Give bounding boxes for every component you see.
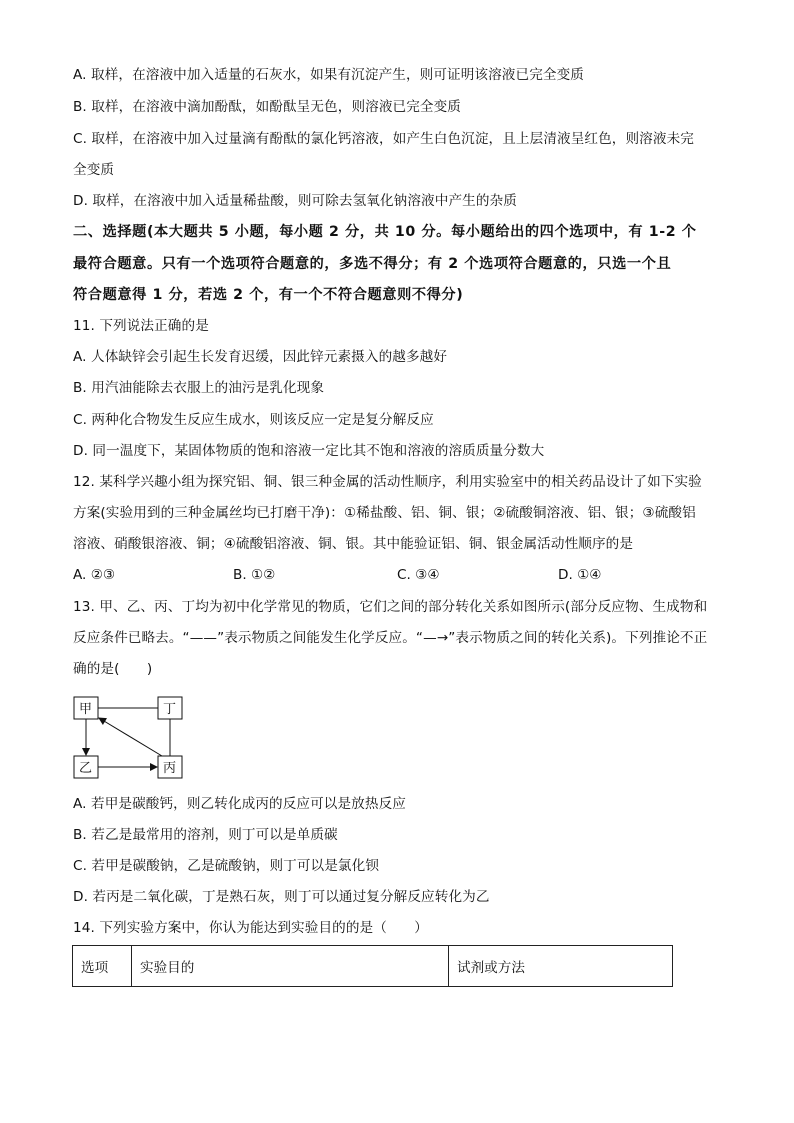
q14-table (72, 945, 673, 987)
q13-stem-line1: 13. 甲、乙、丙、丁均为初中化学常见的物质，它们之间的部分转化关系如图所示(部分反应物、生成物和 (73, 599, 708, 615)
q11-option-a: A. 人体缺锌会引起生长发育迟缓，因此锌元素摄入的越多越好 (73, 349, 448, 365)
q12-option-b: B. ①② (233, 567, 276, 583)
q13-relation-diagram (70, 694, 190, 784)
q13-option-c: C. 若甲是碳酸钠，乙是硫酸钠，则丁可以是氯化钡 (73, 858, 380, 874)
q10-option-c-line2: 全变质 (73, 162, 115, 178)
q13-option-b: B. 若乙是最常用的溶剂，则丁可以是单质碳 (73, 827, 338, 843)
table-header-purpose: 实验目的 (132, 946, 449, 987)
section2-heading-line3: 符合题意得 1 分，若选 2 个，有一个不符合题意则不得分) (73, 287, 464, 303)
label-yi: 乙 (79, 761, 93, 776)
q13-stem-line2: 反应条件已略去。“——”表示物质之间能发生化学反应。“—→”表示物质之间的转化关系)。下列推论不正 (73, 630, 708, 646)
table-header-method: 试剂或方法 (449, 946, 673, 987)
section2-heading-line1: 二、选择题(本大题共 5 小题，每小题 2 分，共 10 分。每小题给出的四个选项中，有 1-2 个 (73, 224, 697, 240)
q11-option-c: C. 两种化合物发生反应生成水，则该反应一定是复分解反应 (73, 412, 434, 428)
q12-option-c: C. ③④ (397, 567, 440, 583)
arrow-bing-to-jia (99, 718, 162, 756)
q12-option-d: D. ①④ (558, 567, 602, 583)
q12-option-a: A. ②③ (73, 567, 116, 583)
q11-option-d: D. 同一温度下，某固体物质的饱和溶液一定比其不饱和溶液的溶质质量分数大 (73, 443, 545, 459)
section2-heading-line2: 最符合题意。只有一个选项符合题意的，多选不得分；有 2 个选项符合题意的，只选一个且 (73, 256, 672, 272)
q13-option-d: D. 若丙是二氧化碳，丁是熟石灰，则丁可以通过复分解反应转化为乙 (73, 889, 490, 905)
table-header-row (73, 946, 673, 987)
q12-stem-line2: 方案(实验用到的三种金属丝均已打磨干净)：①稀盐酸、铝、铜、银；②硫酸铜溶液、铝、银；③硫酸铝 (73, 505, 696, 521)
label-bing: 丙 (163, 761, 177, 776)
q10-option-d: D. 取样，在溶液中加入适量稀盐酸，则可除去氢氧化钠溶液中产生的杂质 (73, 193, 517, 209)
q13-option-a: A. 若甲是碳酸钙，则乙转化成丙的反应可以是放热反应 (73, 796, 406, 812)
q10-option-a: A. 取样，在溶液中加入适量的石灰水，如果有沉淀产生，则可证明该溶液已完全变质 (73, 67, 584, 83)
q12-stem-line3: 溶液、硝酸银溶液、铜；④硫酸铝溶液、铜、银。其中能验证铝、铜、银金属活动性顺序的是 (73, 536, 634, 552)
table-header-option: 选项 (73, 946, 132, 987)
q14-stem: 14. 下列实验方案中，你认为能达到实验目的的是（ ） (73, 920, 428, 936)
q12-stem-line1: 12. 某科学兴趣小组为探究铝、铜、银三种金属的活动性顺序，利用实验室中的相关药品设计了如下实验 (73, 474, 702, 490)
label-ding: 丁 (163, 702, 177, 717)
q11-stem: 11. 下列说法正确的是 (73, 318, 209, 334)
q13-stem-line3: 确的是( ) (73, 661, 153, 677)
q10-option-b: B. 取样，在溶液中滴加酚酞，如酚酞呈无色，则溶液已完全变质 (73, 99, 461, 115)
label-jia: 甲 (79, 702, 93, 717)
q10-option-c-line1: C. 取样，在溶液中加入过量滴有酚酞的氯化钙溶液，如产生白色沉淀，且上层清液呈红色，则溶液未完 (73, 131, 694, 147)
q11-option-b: B. 用汽油能除去衣服上的油污是乳化现象 (73, 380, 325, 396)
